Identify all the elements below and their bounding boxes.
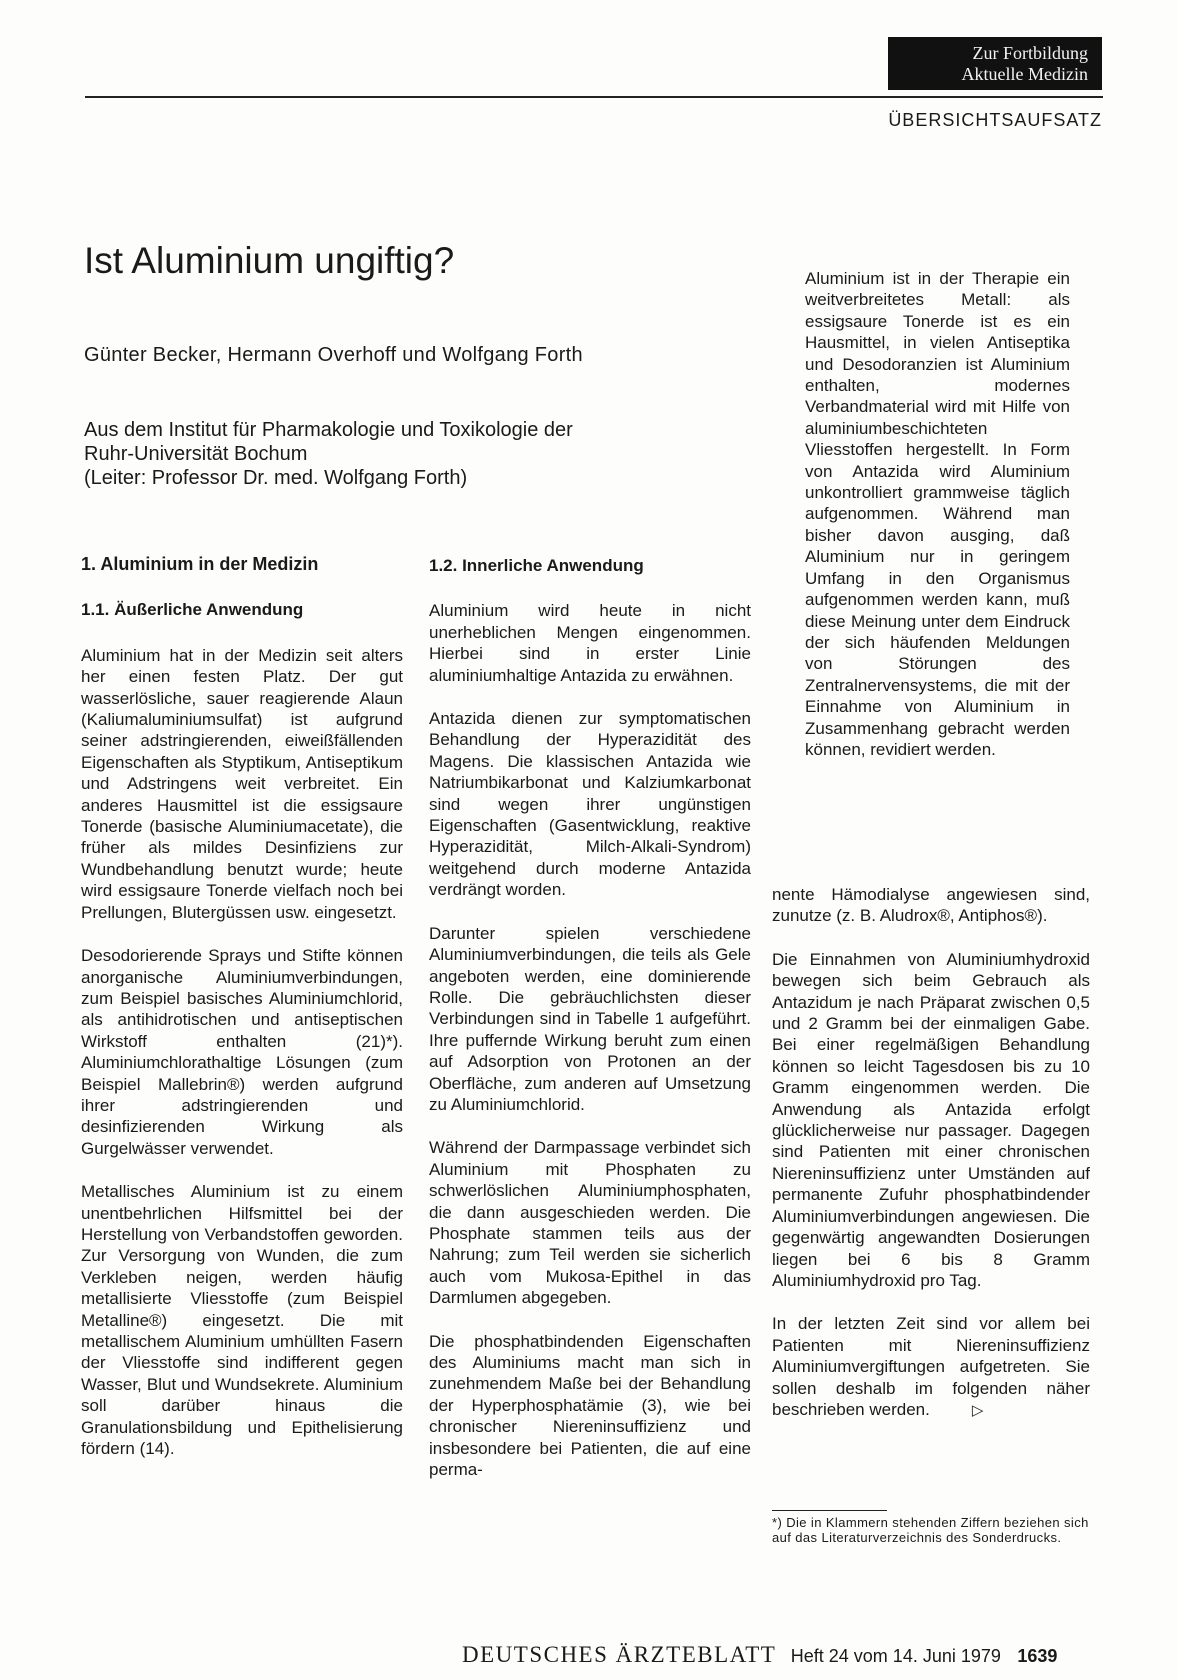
subsection-heading: 1.1. Äußerliche Anwendung bbox=[81, 600, 304, 620]
paragraph: Die Einnahmen von Aluminiumhydroxid bewegen sich beim Gebrauch als Antazidum je nach Präparat zwischen 0,5 und 2 Gramm bei der einmaligen Gabe. Bei einer regelmäßigen Behandlung können so leicht Tagesdosen bis zu 10 Gramm eingenommen werden. Die Anwendung als Antazida erfolgt glücklicherweise nur passager. Dagegen sind Patienten mit einer chronischen Niereninsuffizienz unter Umständen auf permanente Zufuhr phosphatbindender Aluminiumverbindungen angewiesen. Die gegenwärtig angewandten Dosierungen liegen bei 6 bis 8 Gramm Aluminiumhydroxid pro Tag. bbox=[772, 949, 1090, 1290]
paragraph: Antazida dienen zur symptomatischen Behandlung der Hyperazidität des Magens. Die klassischen Antazida wie Natriumbikarbonat und Kalziumkarbonat sind wegen ihrer ungünstigen Eigenschaften (Gasentwicklung, reaktive Hyperazidität, Milch-Alkali-Syndrom) weitgehend durch moderne Antazida verdrängt worden. bbox=[429, 709, 751, 900]
paragraph: Desodorierende Sprays und Stifte können anorganische Aluminiumverbindungen, zum Beispiel basisches Aluminiumchlorid, als antihidrotischen und antiseptischen Wirkstoff enthalten (21)*). Aluminiumchlorathaltige Lösungen (zum Beispiel Mallebrin®) werden aufgrund ihrer adstringierenden und desinfizierenden Wirkung als Gurgelwässer verwendet. bbox=[81, 946, 403, 1158]
affiliation-line: (Leiter: Professor Dr. med. Wolfgang Forth) bbox=[84, 467, 468, 489]
paragraph: Aluminium wird heute in nicht unerheblichen Mengen eingenommen. Hierbei sind in erster Linie aluminiumhaltige Antazida zu erwähnen. bbox=[429, 601, 751, 685]
paragraph bbox=[772, 1313, 1090, 1421]
affiliation-line: Aus dem Institut für Pharmakologie und Toxikologie der bbox=[84, 419, 573, 441]
paragraph: Darunter spielen verschiedene Aluminiumverbindungen, die teils als Gele angeboten werden, eine dominierende Rolle. Die gebräuchlichsten dieser Verbindungen sind in Tabelle 1 aufgeführt. Ihre puffernde Wirkung beruht zum einen auf Adsorption von Protonen an der Oberfläche, zum anderen auf Umsetzung zu Aluminiumchlorid. bbox=[429, 923, 751, 1114]
paragraph-text: In der letzten Zeit sind vor allem bei Patienten mit Niereninsuffizienz Aluminiumvergiftungen aufgetreten. Sie sollen deshalb im folgenden näher beschrieben werden. bbox=[772, 1314, 1090, 1419]
subsection-heading: 1.2. Innerliche Anwendung bbox=[429, 556, 644, 575]
footnote: *) Die in Klammern stehenden Ziffern beziehen sich auf das Literaturverzeichnis des Sonderdrucks. bbox=[772, 1515, 1089, 1545]
paragraph: Während der Darmpassage verbindet sich Aluminium mit Phosphaten zu schwerlöslichen Aluminiumphosphaten, die dann ausgeschieden werden. Die Phosphate stammen teils aus der Nahrung; zum Teil werden sie sicherlich auch vom Mukosa-Epithel in das Darmlumen abgegeben. bbox=[429, 1138, 751, 1308]
header-rule bbox=[85, 96, 1103, 98]
column-2 bbox=[429, 555, 751, 1502]
continue-arrow-icon: ▷ bbox=[971, 1401, 984, 1419]
issue-info: Heft 24 vom 14. Juni 1979 bbox=[790, 1646, 1001, 1666]
page-number: 1639 bbox=[1017, 1646, 1058, 1666]
badge-line-2: Aktuelle Medizin bbox=[961, 64, 1088, 84]
journal-name: DEUTSCHES ÄRZTEBLATT bbox=[462, 1642, 777, 1667]
badge-line-1: Zur Fortbildung bbox=[972, 43, 1088, 63]
article-type-label: ÜBERSICHTSAUFSATZ bbox=[888, 110, 1102, 130]
paragraph: nente Hämodialyse angewiesen sind, zunutze (z. B. Aludrox®, Antiphos®). bbox=[772, 885, 1090, 926]
article-title: Ist Aluminium ungiftig? bbox=[84, 240, 455, 281]
paragraph: Metallisches Aluminium ist zu einem unentbehrlichen Hilfsmittel bei der Herstellung von Verbandstoffen geworden. Zur Versorgung von Wunden, die zum Verkleben neigen, werden häufig metallisierte Vliesstoffe (zum Beispiel Metalline®) eingesetzt. Die mit metallischem Aluminium umhüllten Fasern der Vliesstoffe sind indifferent gegen Wasser, Blut und Wundsekrete. Aluminium soll darüber hinaus die Granulationsbildung und Epithelisierung fördern (14). bbox=[81, 1182, 403, 1459]
affiliation bbox=[84, 418, 573, 490]
affiliation-line: Ruhr-Universität Bochum bbox=[84, 443, 308, 465]
section-badge bbox=[888, 37, 1102, 90]
page-footer bbox=[462, 1642, 1057, 1668]
column-1 bbox=[81, 554, 403, 1481]
footnote-rule bbox=[772, 1510, 887, 1511]
paragraph: Aluminium hat in der Medizin seit alters her einen festen Platz. Der gut wasserlösliche, sauer reagierende Alaun (Kaliumaluminiumsulfat) ist aufgrund seiner adstringierenden, eiweißfällenden Eigenschaften als Styptikum, Antiseptikum und Adstringens weit verbreitet. Ein anderes Hausmittel ist die essigsaure Tonerde (basische Aluminiumacetate), die früher als mildes Desinfiziens zur Wundbehandlung benutzt wurde; heute wird essigsaure Tonerde vielfach noch bei Prellungen, Blutergüssen usw. eingesetzt. bbox=[81, 645, 403, 922]
authors: Günter Becker, Hermann Overhoff und Wolfgang Forth bbox=[84, 344, 583, 366]
paragraph: Die phosphatbindenden Eigenschaften des Aluminiums macht man sich in zunehmendem Maße bei der Behandlung der Hyperphosphatämie (3), wie bei chronischer Niereninsuffizienz und insbesondere bei Patienten, die auf eine perma- bbox=[429, 1331, 751, 1480]
section-heading: 1. Aluminium in der Medizin bbox=[81, 554, 319, 574]
abstract-text: Aluminium ist in der Therapie ein weitverbreitetes Metall: als essigsaure Tonerde ist es ein Hausmittel, in vielen Antiseptika und Desodoranzien ist Aluminium enthalten, modernes Verbandmaterial wird mit Hilfe von aluminiumbeschichteten Vliesstoffen hergestellt. In Form von Antazida wird Aluminium unkontrolliert grammweise täglich aufgenommen. Während man bisher davon ausging, daß Aluminium nur in geringem Umfang in den Organismus aufgenommen werden kann, muß diese Meinung unter dem Eindruck der sich häufenden Meldungen von Störungen des Zentralnervensystems, die mit der Einnahme von Aluminium in Zusammenhang gebracht werden können, revidiert werden. bbox=[805, 269, 1070, 759]
abstract-box bbox=[805, 268, 1070, 782]
column-3 bbox=[772, 884, 1090, 1443]
